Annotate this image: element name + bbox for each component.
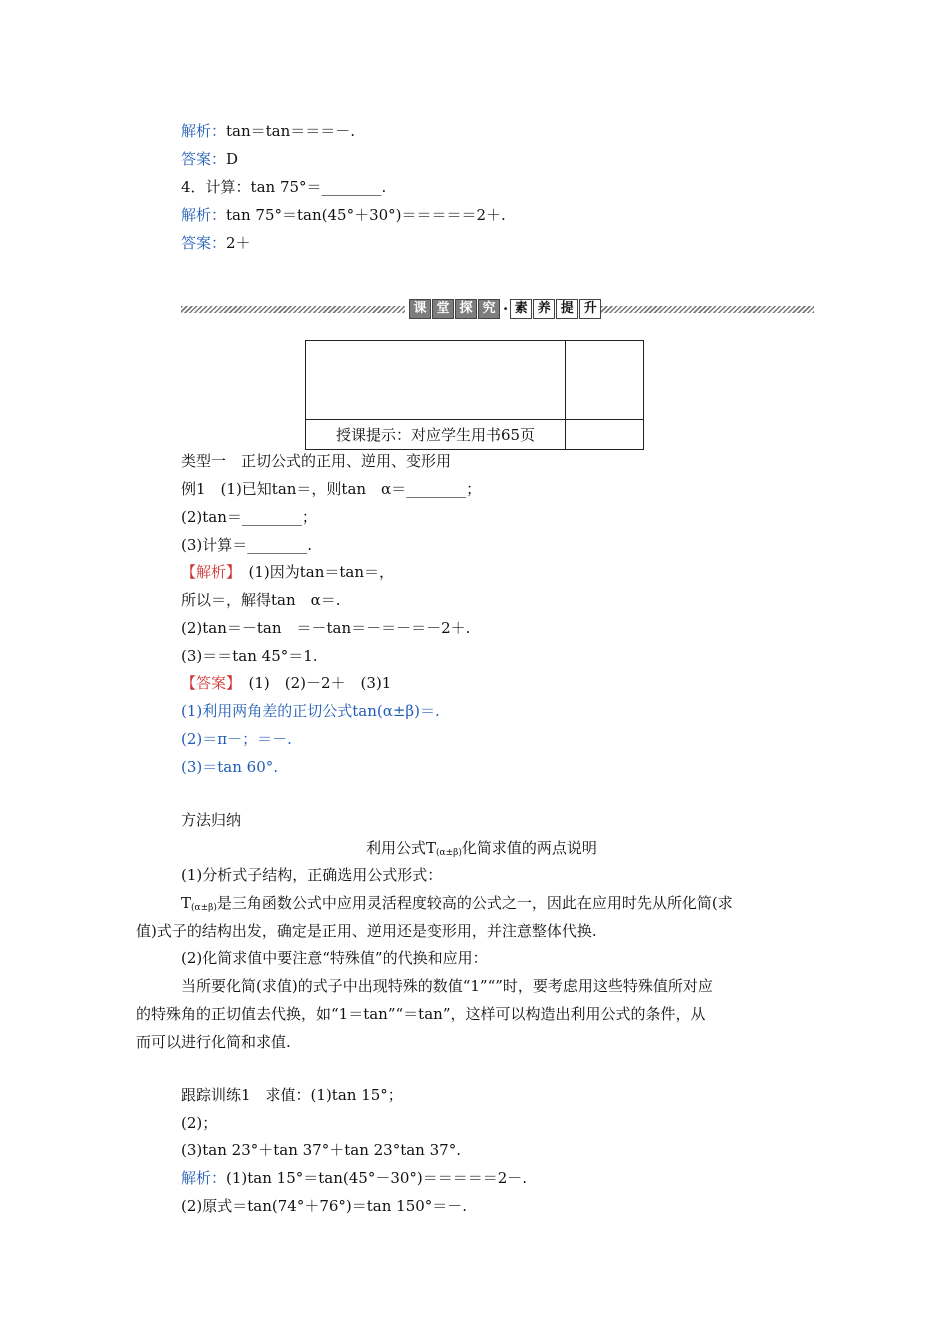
analysis-text: (2)原式＝tan(74°＋76°)＝tan 150°＝－. <box>181 1197 468 1215</box>
analysis-line <box>181 562 394 582</box>
answer-label: 答案： <box>181 234 227 252</box>
method-title-pre: 利用公式T <box>366 839 437 857</box>
analysis-label: 解析： <box>181 1169 227 1187</box>
banner-hatch-left <box>181 306 405 313</box>
answer-text: (1) (2)－2＋ (3)1 <box>233 674 392 692</box>
method-title-post: 化简求值的两点说明 <box>461 839 597 857</box>
method-paragraph: 当所要化简(求值)的式子中出现特殊的数值“1”“”时，要考虑用这些特殊值所对应 <box>181 977 713 995</box>
method-text: 是三角函数公式中应用灵活程度较高的公式之一，因此在应用时先从所化简(求 <box>216 894 733 912</box>
method-paragraph: (1)分析式子结构，正确选用公式形式： <box>181 866 443 884</box>
method-paragraph: 值)式子的结构出发，确定是正用、逆用还是变形用，并注意整体代换. <box>136 922 597 940</box>
method-title <box>366 838 597 863</box>
example-question: 例1 (1)已知tan＝，则tan α＝________； <box>181 480 482 498</box>
banner-char: 课 <box>409 299 431 319</box>
banner-char: 堂 <box>432 299 454 319</box>
banner-char: 素 <box>510 299 532 319</box>
method-paragraph <box>181 893 733 918</box>
banner-char: 养 <box>533 299 555 319</box>
analysis-text: tan＝tan＝＝＝－. <box>226 122 356 140</box>
banner-char: 探 <box>455 299 477 319</box>
analysis-line <box>181 1168 527 1188</box>
box-cell <box>566 420 644 450</box>
method-paragraph: 的特殊角的正切值去代换，如“1＝tan”“＝tan”，这样可以构造出利用公式的条件，从 <box>136 1005 706 1023</box>
tip-line: (3)＝tan 60°. <box>181 758 279 776</box>
analysis-text: (2)tan＝－tan ＝－tan＝－＝－＝－2＋. <box>181 619 471 637</box>
answer-line <box>181 149 238 169</box>
banner-char: 提 <box>556 299 578 319</box>
analysis-text: (1)因为tan＝tan＝， <box>233 563 395 581</box>
section-heading: 类型一 正切公式的正用、逆用、变形用 <box>181 452 452 470</box>
practice-question: 跟踪训练1 求值：(1)tan 15°； <box>181 1086 403 1104</box>
answer-text: 2＋ <box>226 234 251 252</box>
banner-char: 究 <box>478 299 500 319</box>
method-paragraph: 而可以进行化简和求值. <box>136 1033 291 1051</box>
analysis-line <box>181 205 506 225</box>
answer-text: D <box>226 150 239 168</box>
formula-symbol: T <box>181 894 192 912</box>
analysis-label: 【解析】 <box>181 563 234 581</box>
method-paragraph: (2)化简求值中要注意“特殊值”的代换和应用： <box>181 949 488 967</box>
banner-hatch-right <box>601 306 814 313</box>
analysis-label: 解析： <box>181 206 227 224</box>
banner-badge <box>409 298 602 320</box>
analysis-text: (1)tan 15°＝tan(45°－30°)＝＝＝＝＝2－. <box>226 1169 528 1187</box>
banner-separator: · <box>503 300 509 318</box>
analysis-label: 解析： <box>181 122 227 140</box>
method-title-sub: (α±β) <box>436 848 462 858</box>
answer-line <box>181 233 251 253</box>
analysis-text: tan 75°＝tan(45°＋30°)＝＝＝＝＝2＋. <box>226 206 506 224</box>
lecture-hint: 授课提示：对应学生用书65页 <box>306 420 566 450</box>
box-cell <box>566 341 644 420</box>
question-4: 4．计算：tan 75°＝________. <box>181 178 387 196</box>
lecture-hint-box <box>305 340 644 450</box>
section-banner <box>181 298 814 320</box>
method-heading: 方法归纳 <box>181 811 242 829</box>
tip-line: (2)＝π－；＝－. <box>181 730 292 748</box>
answer-label: 【答案】 <box>181 674 234 692</box>
practice-question: (3)tan 23°＋tan 37°＋tan 23°tan 37°. <box>181 1141 461 1159</box>
box-cell <box>306 341 566 420</box>
practice-question: (2)； <box>181 1114 218 1132</box>
analysis-text: 所以＝，解得tan α＝. <box>181 591 341 609</box>
tip-line: (1)利用两角差的正切公式tan(α±β)＝. <box>181 702 440 720</box>
analysis-line <box>181 121 355 141</box>
answer-label: 答案： <box>181 150 227 168</box>
banner-char: 升 <box>579 299 601 319</box>
analysis-text: (3)＝＝tan 45°＝1. <box>181 647 318 665</box>
answer-line <box>181 673 391 693</box>
example-question: (2)tan＝________； <box>181 508 317 526</box>
formula-sub: (α±β) <box>191 903 217 913</box>
example-question: (3)计算＝________. <box>181 536 313 554</box>
